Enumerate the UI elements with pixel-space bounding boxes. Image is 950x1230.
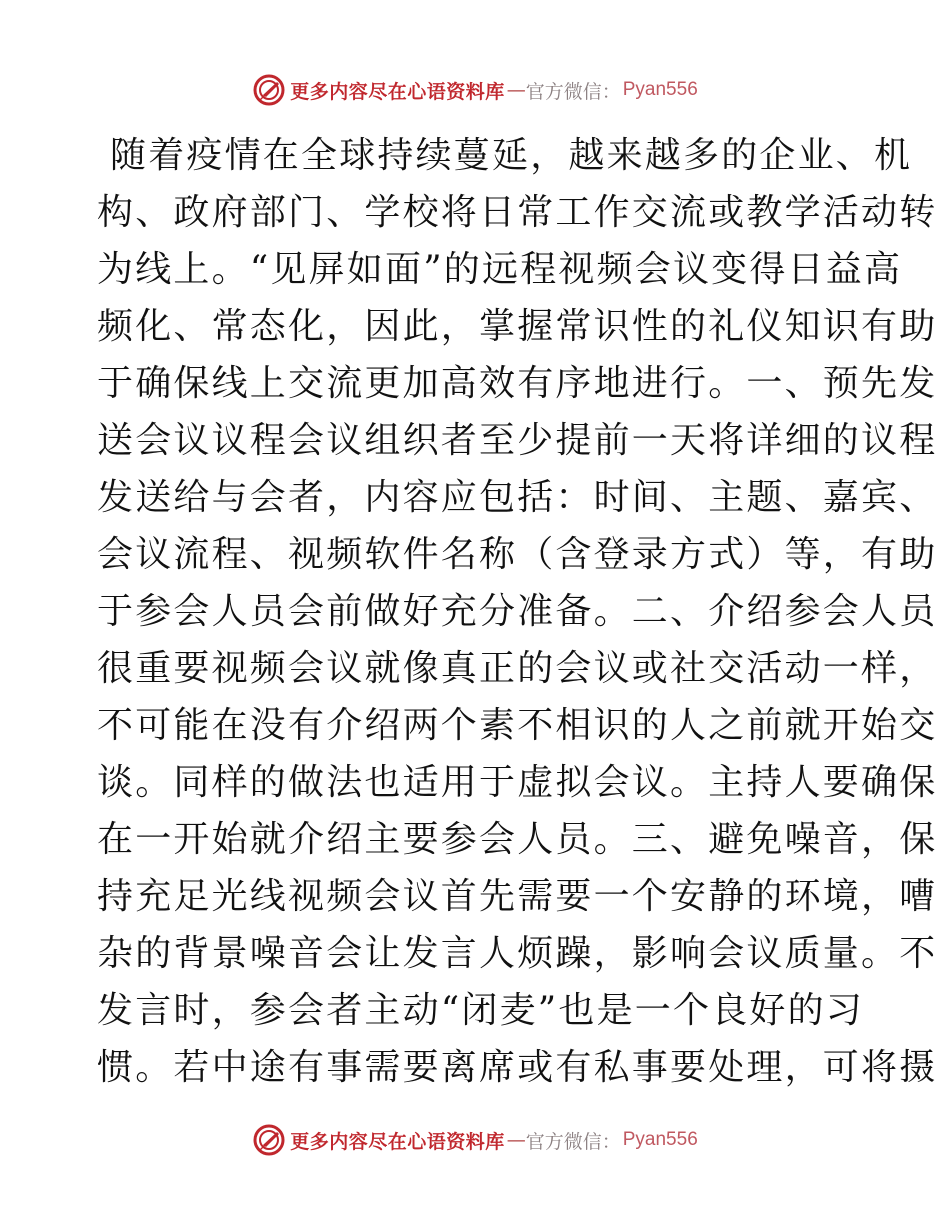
body-line: 发言时，参会者主动“闭麦”也是一个良好的习 (97, 990, 865, 1031)
header-official-label: 官方微信： (525, 80, 621, 103)
body-line: 频化、常态化，因此，掌握常识性的礼仪知识有助 (97, 306, 938, 347)
footer-banner (0, 1120, 950, 1160)
body-line: 不可能在没有介绍两个素不相识的人之前就开始交 (97, 705, 938, 746)
body-line: 杂的背景噪音会让发言人烦躁，影响会议质量。不 (97, 933, 938, 974)
body-line: 谈。同样的做法也适用于虚拟会议。主持人要确保 (97, 762, 938, 803)
brand-logo-icon (252, 73, 286, 107)
body-line: 构、政府部门、学校将日常工作交流或教学活动转 (97, 192, 938, 233)
body-line: 惯。若中途有事需要离席或有私事要处理，可将摄 (97, 1047, 938, 1088)
body-line: 随着疫情在全球持续蔓延，越来越多的企业、机 (110, 135, 913, 176)
footer-wechat-id: Pyan556 (622, 1129, 698, 1150)
footer-separator: — (506, 1129, 524, 1151)
brand-logo-icon (252, 1123, 286, 1157)
body-line: 发送给与会者，内容应包括：时间、主题、嘉宾、 (97, 477, 938, 518)
header-wechat-id: Pyan556 (622, 79, 698, 100)
footer-official-label: 官方微信： (525, 1130, 621, 1153)
body-line: 会议流程、视频软件名称（含登录方式）等，有助 (97, 534, 938, 575)
header-separator: — (506, 79, 524, 101)
header-brand-text: 更多内容尽在心语资料库 (290, 80, 505, 103)
body-line: 在一开始就介绍主要参会人员。三、避免噪音，保 (97, 819, 938, 860)
body-line: 为线上。“见屏如面”的远程视频会议变得日益高 (97, 249, 903, 290)
body-line: 很重要视频会议就像真正的会议或社交活动一样， (97, 648, 938, 689)
footer-brand-text: 更多内容尽在心语资料库 (290, 1130, 505, 1153)
body-line: 于参会人员会前做好充分准备。二、介绍参会人员 (97, 591, 938, 632)
body-line: 持充足光线视频会议首先需要一个安静的环境，嘈 (97, 876, 938, 917)
body-line: 于确保线上交流更加高效有序地进行。一、预先发 (97, 363, 938, 404)
header-banner (0, 70, 950, 110)
body-line: 送会议议程会议组织者至少提前一天将详细的议程 (97, 420, 938, 461)
